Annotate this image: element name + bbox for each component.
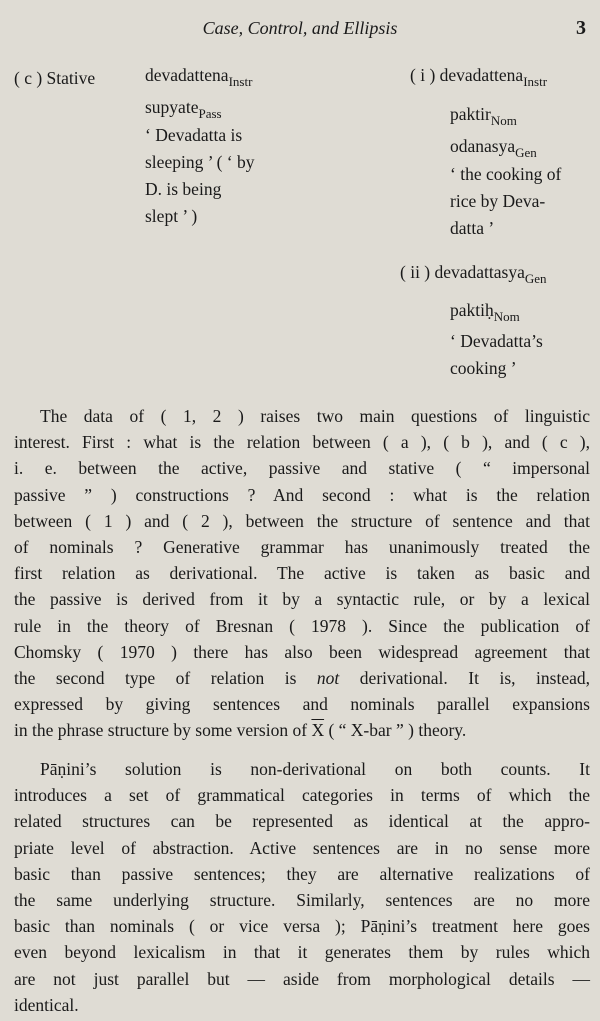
example-ii-body: [450, 297, 543, 382]
paragraph-2-line-10: identical.: [14, 994, 79, 1015]
example-i-label: ( i ) devadattena$_{Instr}$: [410, 65, 548, 89]
paragraph-2-line-5: basic than passive sentences; they are alternative realizations of: [14, 863, 590, 884]
paragraph-2-line-7: basic than nominals ( or vice versa ); Pāṇini’s treatment here goes: [14, 916, 590, 937]
example-c-gloss-2: sleeping ’ ( ‘ by: [145, 152, 255, 172]
example-c-gloss-3: D. is being: [145, 179, 222, 199]
paragraph-1-line-8: the passive is derived from it by a syntactic rule, or by a lexical: [14, 589, 590, 610]
example-i-gloss-1: ‘ the cooking of: [450, 164, 562, 184]
example-i-gloss-3: datta ’: [450, 218, 495, 238]
paragraph-2-line-6: the same underlying structure. Similarly, sentences are no more: [14, 890, 590, 911]
paragraph-1: [14, 403, 590, 744]
example-c-label: ( c ) Stative: [14, 68, 96, 88]
paragraph-2-line-3: related structures can be represented as identical at the appro-: [14, 811, 590, 832]
paragraph-2-line-8: even beyond lexicalism in that it generates them by rules which: [14, 942, 590, 963]
example-ii-gloss-1: ‘ Devadatta’s: [450, 331, 543, 351]
example-i: [410, 62, 547, 90]
emphasis-not: not: [316, 668, 340, 689]
example-c-word2: supyate$_{Pass}$: [145, 97, 222, 121]
example-i-body: [450, 101, 561, 242]
x-bar-symbol: $\overline{X}$: [311, 720, 325, 741]
example-i-word2: paktir$_{Nom}$: [450, 104, 517, 128]
paragraph-1-line-3: i. e. between the active, passive and stative ( “ impersonal: [14, 458, 590, 479]
paragraph-1-line-9: rule in the theory of Bresnan ( 1978 ). Since the publication of: [14, 615, 590, 636]
example-ii-label: ( ii ) devadattasya$_{Gen}$: [400, 262, 547, 286]
paragraph-1-line-4: passive ” ) constructions ? And second : what is the relation: [14, 484, 590, 505]
paragraph-1-line-6: of nominals ? Generative grammar has unanimously treated the: [14, 537, 590, 558]
paragraph-2-line-2: introduces a set of grammatical categories in terms of which the: [14, 785, 590, 806]
example-ii-gloss-2: cooking ’: [450, 358, 517, 378]
paragraph-1-line-2: interest. First : what is the relation between ( a ), ( b ), and ( c ),: [14, 432, 590, 453]
paragraph-2: [14, 756, 590, 1018]
paragraph-2-line-1: Pāṇini’s solution is non-derivational on both counts. It: [40, 759, 590, 779]
example-i-gloss-2: rice by Deva-: [450, 191, 546, 211]
paragraph-1-line-11: the second type of relation is not derivational. It is, instead,: [14, 668, 590, 689]
paragraph-1-line-10: Chomsky ( 1970 ) there has also been widespread agreement that: [14, 641, 590, 662]
paragraph-1-line-13: in the phrase structure by some version of $\overline{X}$ ( “ X-bar ” ) theory.: [14, 720, 467, 741]
example-c-word1: devadattena$_{Instr}$: [145, 65, 253, 89]
paragraph-1-line-7: first relation as derivational. The active is taken as basic and: [14, 563, 590, 584]
page-number: 3: [576, 17, 586, 39]
example-ii-word2: paktiḥ$_{Nom}$: [450, 300, 520, 324]
example-c-gloss-1: ‘ Devadatta is: [145, 125, 243, 145]
paragraph-1-line-5: between ( 1 ) and ( 2 ), between the structure of sentence and that: [14, 510, 590, 531]
paragraph-1-line-12: expressed by giving sentences and nominals parallel expansions: [14, 694, 590, 715]
paragraph-2-line-9: are not just parallel but — aside from morphological details —: [14, 968, 590, 989]
example-c: [145, 62, 255, 230]
example-ii: [400, 259, 547, 287]
example-c-gloss-4: slept ’ ): [145, 206, 198, 226]
running-header-title: Case, Control, and Ellipsis: [202, 18, 398, 38]
paragraph-1-line-1: The data of ( 1, 2 ) raises two main questions of linguistic: [40, 406, 590, 426]
paragraph-2-line-4: priate level of abstraction. Active sentences are in no sense more: [14, 837, 590, 858]
example-i-word3: odanasya$_{Gen}$: [450, 136, 537, 160]
